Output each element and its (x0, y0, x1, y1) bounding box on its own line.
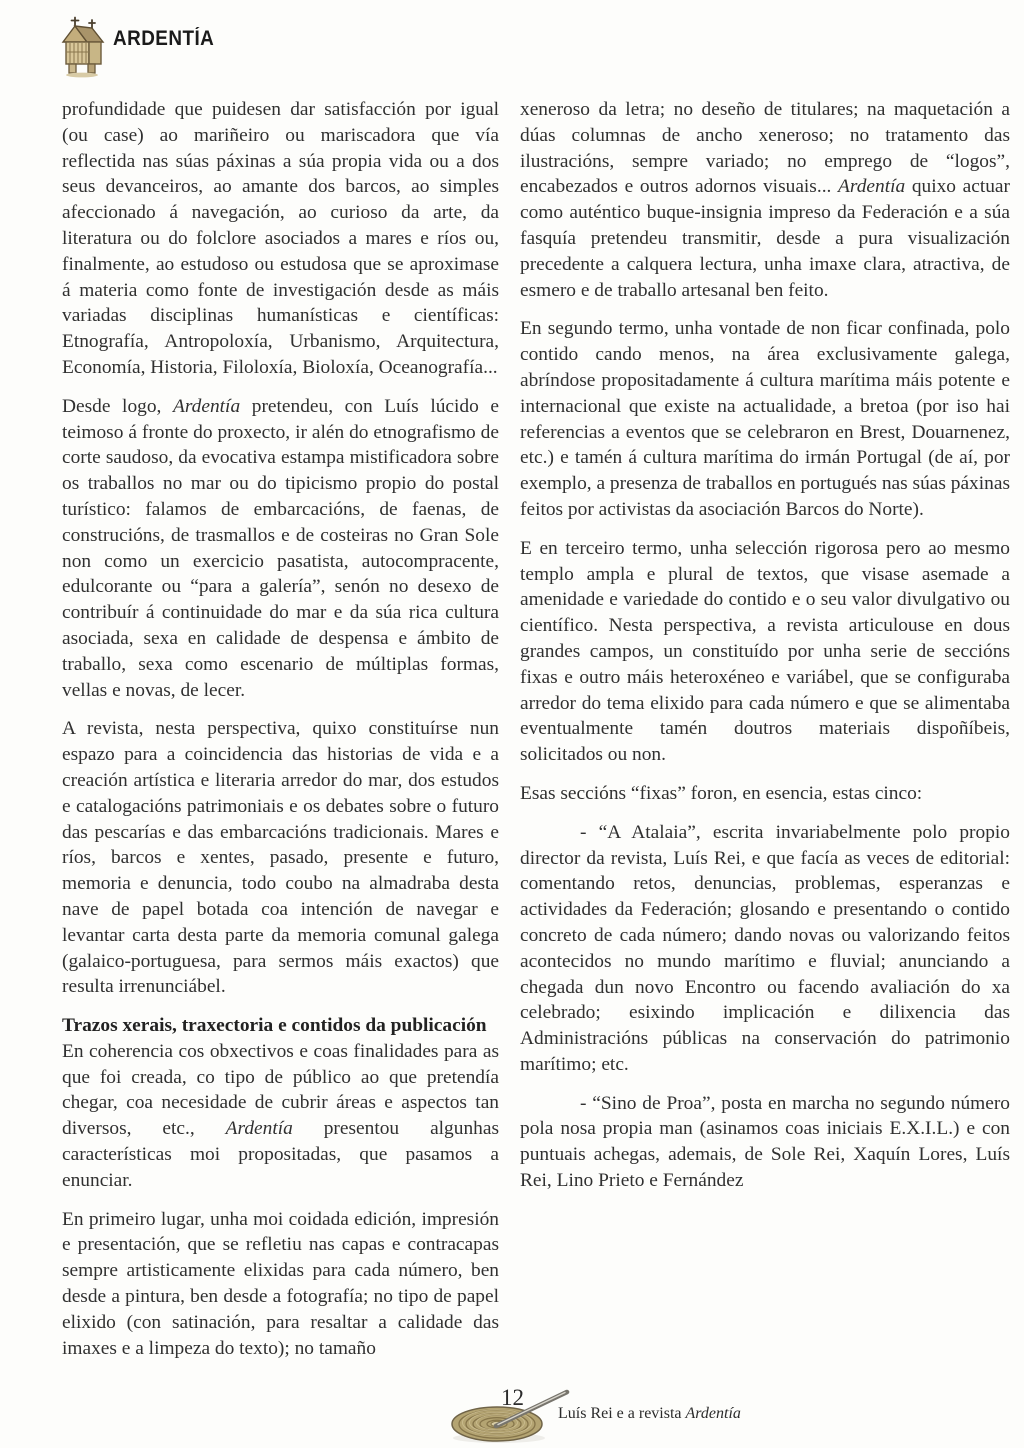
left-column (62, 97, 499, 1374)
page-number: 12 (501, 1385, 524, 1410)
text-run: Esas seccións “fixas” foron, en esencia, estas cinco: (520, 782, 923, 804)
text-run: E en terceiro termo, unha selección rigorosa pero ao mesmo templo ampla e plural de textos, que visase asemade a amenidade e variedade do contido e o seu valor divulgativo ou científico. Nesta perspectiva, a revista articulouse en dous grandes campos, un constituído por unha serie de seccións fixas e outro máis heteroxéneo e variábel, que se configuraba arredor do tema elixido para cada número e que se alimentaba eventualmente tamén doutros materiais dispoñíbeis, solicitados ou non. (520, 537, 1010, 766)
italic-text: Ardentía (173, 395, 241, 417)
body-paragraph (520, 536, 1010, 768)
text-run: presentou algunhas características moi propositadas, que pasamos a enunciar. (62, 1118, 499, 1191)
text-run: xeneroso da letra; no deseño de titulares; na maquetación a dúas columnas de ancho xeneroso; no tratamento das ilustracións, sempre variado; no emprego de “logos”, encabezados e outros adornos visuais... (520, 99, 1010, 198)
body-paragraph (520, 820, 1010, 1078)
body-paragraph (62, 97, 499, 381)
page-header (60, 16, 226, 78)
text-run: En segundo termo, unha vontade de non ficar confinada, polo contido cando menos, na área exclusivamente galega, abríndose propositadamente á cultura marítima máis potente e internacional que existe na actualidade, a bretoa (por iso hai referencias a eventos que se celebraron en Brest, Douarnenez, etc.) e tamén á cultura marítima do irmán Portugal (de aí, por exemplo, a presenza de traballos en portugués nas súas páxinas feitos por activistas da asociación Barcos do Norte). (520, 318, 1010, 520)
journal-brand: ARDENTÍA (113, 27, 215, 50)
horreo-granary-logo-icon (60, 16, 106, 78)
section-heading (62, 1013, 499, 1039)
body-paragraph (62, 1207, 499, 1362)
two-column-text (62, 97, 1010, 1374)
body-paragraph (62, 1039, 499, 1194)
body-paragraph (520, 97, 1010, 303)
text-run: quixo actuar como auténtico buque-insignia impreso da Federación e a súa fasquía pretendeu transmitir, desde a pura visualización precedente a calquera lectura, unha imaxe clara, atractiva, de esmero e de traballo artesanal ben feito. (520, 176, 1010, 301)
body-paragraph (520, 781, 1010, 807)
text-run: - “Sino de Proa”, posta en marcha no segundo número pola nosa propia man (asinamos coas iniciais E.X.I.L.) e con puntuais achegas, ademais, de Sole Rei, Xaquín Lores, Luís Rei, Lino Prieto e Fernández (520, 1092, 1010, 1192)
body-paragraph (520, 1091, 1010, 1194)
italic-text: Ardentía (838, 176, 906, 198)
text-run: Desde logo, (62, 395, 173, 417)
text-run: A revista, nesta perspectiva, quixo constituírse nun espazo para a coincidencia das historias de vida e a creación artística e literaria arredor do mar, dos estudos e catalogacións patrimoniais e os debates sobre o futuro das pescarías e das embarcacións tradicionais. Mares e ríos, barcos e xentes, pasado, presente e futuro, memoria e denuncia, todo coubo na almadraba desta nave de papel botada coa intención de navegar e levantar carta desta parte da memoria comunal galega (galaico-portuguesa, para sermos máis exactos) que resulta irrenunciábel. (62, 718, 499, 998)
text-run: Luís Rei e a revista (558, 1405, 686, 1422)
text-run: En coherencia cos obxectivos e coas finalidades para as que foi creada, co tipo de público ao que pretendía chegar, coa necesidade de cubrir áreas e aspectos tan diversos, etc., (62, 1040, 499, 1140)
text-run: Trazos xerais, traxectoria e contidos da publicación (62, 1015, 487, 1037)
text-run: pretendeu, con Luís lúcido e teimoso á fronte do proxecto, ir alén do etnografismo de corte saudoso, da evocativa estampa mistificadora sobre os traballos no mar ou do tipicismo propio do postal turístico: falamos de embarcacións, de faenas, de construcións, de trasmallos e de costeiras no Gran Sole non como un exercicio pasatista, autocompracente, edulcorante ou “para a galería”, senón no desexo de contribuír á continuidade do mar e da súa rica cultura asociada, sexa en calidade de despensa e ámbito de traballo, sexa como escenario de múltiplas formas, vellas e novas, de lecer. (62, 395, 499, 701)
italic-text: Ardentía (225, 1118, 293, 1140)
body-paragraph (62, 716, 499, 1000)
footer-caption (558, 1404, 741, 1423)
page-footer (0, 1380, 1024, 1448)
right-column (520, 97, 1010, 1374)
italic-text: Ardentía (685, 1405, 741, 1422)
body-paragraph (520, 316, 1010, 522)
text-run: En primeiro lugar, unha moi coidada edición, impresión e presentación, que se refletiu nas capas e contracapas sempre artisticamente elixidas para cada número, ben desde a pintura, ben desde a fotografía; no tipo de papel elixido (con satinación, para resaltar a calidade das imaxes e a limpeza do texto); no tamaño (62, 1208, 499, 1359)
text-run: profundidade que puidesen dar satisfacción por igual (ou case) ao mariñeiro ou mariscadora que vía reflectida nas súas páxinas a súa propia vida ou a dos seus devanceiros, ao amante dos barcos, ao simples afeccionado á navegación, ao curioso da arte, da literatura ou do folclore asociados a mares e ríos ou, finalmente, ao estudoso ou estudosa que se aproximase á materia como fonte de investigación desde as máis variadas disciplinas humanísticas e científicas: Etnografía, Antropoloxía, Urbanismo, Arquitectura, Economía, Historia, Filoloxía, Bioloxía, Oceanografía... (62, 99, 499, 378)
text-run: - “A Atalaia”, escrita invariabelmente polo propio director da revista, Luís Rei, e que facía as veces de editorial: comentando retos, denuncias, problemas, esperanzas e actividades da Federación; glosando e presentando o contido concreto de cada número; dando novas ou valorizando feitos acontecidos no mundo marítimo e fluvial; anunciando a chegada dun novo Encontro ou facendo avaliación do xa celebrado; esixindo implicación e dilixencia das Administracións públicas na conservación do patrimonio marítimo; etc. (520, 821, 1010, 1075)
body-paragraph (62, 394, 499, 704)
